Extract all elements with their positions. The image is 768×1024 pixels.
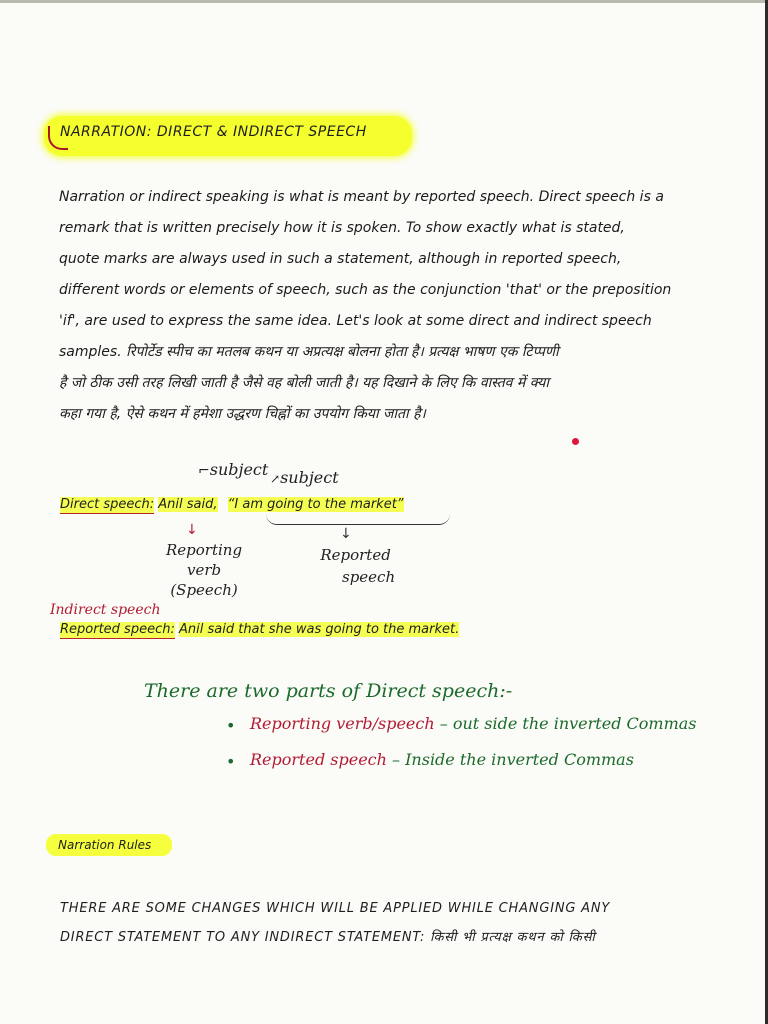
down-arrow-icon: ↓ (340, 526, 352, 542)
down-arrow-icon: ↓ (186, 522, 198, 538)
reported-speech-label (316, 544, 395, 588)
paragraph-line: samples. रिपोर्टेड स्पीच का मतलब कथन या अप्रत्यक्ष बोलना होता है। प्रत्यक्ष भाषण एक टिप्पणी (59, 344, 559, 360)
curved-arrow-icon: ↗ (270, 472, 281, 486)
reported-sentence: Anil said that she was going to the market. (179, 622, 460, 637)
reported-speech-label: Reported speech: (60, 622, 175, 637)
indirect-speech-label: Indirect speech (50, 602, 161, 618)
direct-speech-label: Direct speech: (60, 497, 155, 512)
rules-line: THERE ARE SOME CHANGES WHICH WILL BE APPLIED WHILE CHANGING ANY (60, 901, 611, 916)
direct-speech-subject: Anil said, (158, 497, 218, 512)
reporting-verb-label (166, 540, 242, 600)
paragraph-line: different words or elements of speech, such as the conjunction 'that' or the preposition (59, 282, 672, 298)
reporting-label-line: verb (186, 561, 222, 579)
page-title: NARRATION: DIRECT & INDIRECT SPEECH (44, 116, 412, 156)
paragraph-line: quote marks are always used in such a statement, although in reported speech, (59, 251, 622, 267)
parts-heading: There are two parts of Direct speech:- (144, 680, 513, 702)
parts-item-desc: – Inside the inverted Commas (392, 750, 634, 769)
subject-label-left: ⌐subject (198, 460, 269, 479)
reporting-label-line: (Speech) (170, 581, 238, 599)
parts-item-reporting (250, 714, 697, 733)
paragraph-line: remark that is written precisely how it is spoken. To show exactly what is stated, (59, 220, 625, 236)
parts-item-term: Reporting verb/speech (250, 714, 435, 733)
direct-speech-quote: “I am going to the market” (227, 497, 404, 512)
parts-item-term: Reported speech (250, 750, 387, 769)
parts-item-desc: – out side the inverted Commas (439, 714, 697, 733)
intro-paragraph (59, 182, 739, 430)
paragraph-line: कहा गया है, ऐसे कथन में हमेशा उद्धरण चिह्नों का उपयोग किया जाता है। (59, 406, 426, 422)
reported-label-line: Reported (320, 546, 391, 564)
bracket-arrow-icon: ⌐ (198, 463, 210, 479)
parts-item-reported (250, 750, 634, 769)
rules-paragraph (60, 894, 720, 952)
paragraph-line: 'if', are used to express the same idea. Let's look at some direct and indirect speech (59, 313, 652, 329)
reporting-label-line: Reporting (166, 541, 243, 559)
narration-rules-heading: Narration Rules (46, 834, 172, 856)
subject-label-right: ↗subject (270, 468, 339, 487)
quote-brace (266, 514, 450, 525)
page-top-edge (0, 0, 768, 3)
bullet-icon: • (226, 752, 236, 771)
red-ink-dot (572, 438, 579, 445)
bullet-icon: • (226, 716, 236, 735)
paragraph-line: Narration or indirect speaking is what is meant by reported speech. Direct speech is a (59, 189, 664, 205)
paragraph-line: है जो ठीक उसी तरह लिखी जाती है जैसे वह बोली जाती है। यह दिखाने के लिए कि वास्तव में क्या (59, 375, 549, 391)
reported-speech-line (60, 622, 459, 637)
rules-line: DIRECT STATEMENT TO ANY INDIRECT STATEMENT: किसी भी प्रत्यक्ष कथन को किसी (60, 930, 596, 945)
direct-speech-line (60, 497, 404, 512)
reported-label-line: speech (342, 568, 396, 586)
